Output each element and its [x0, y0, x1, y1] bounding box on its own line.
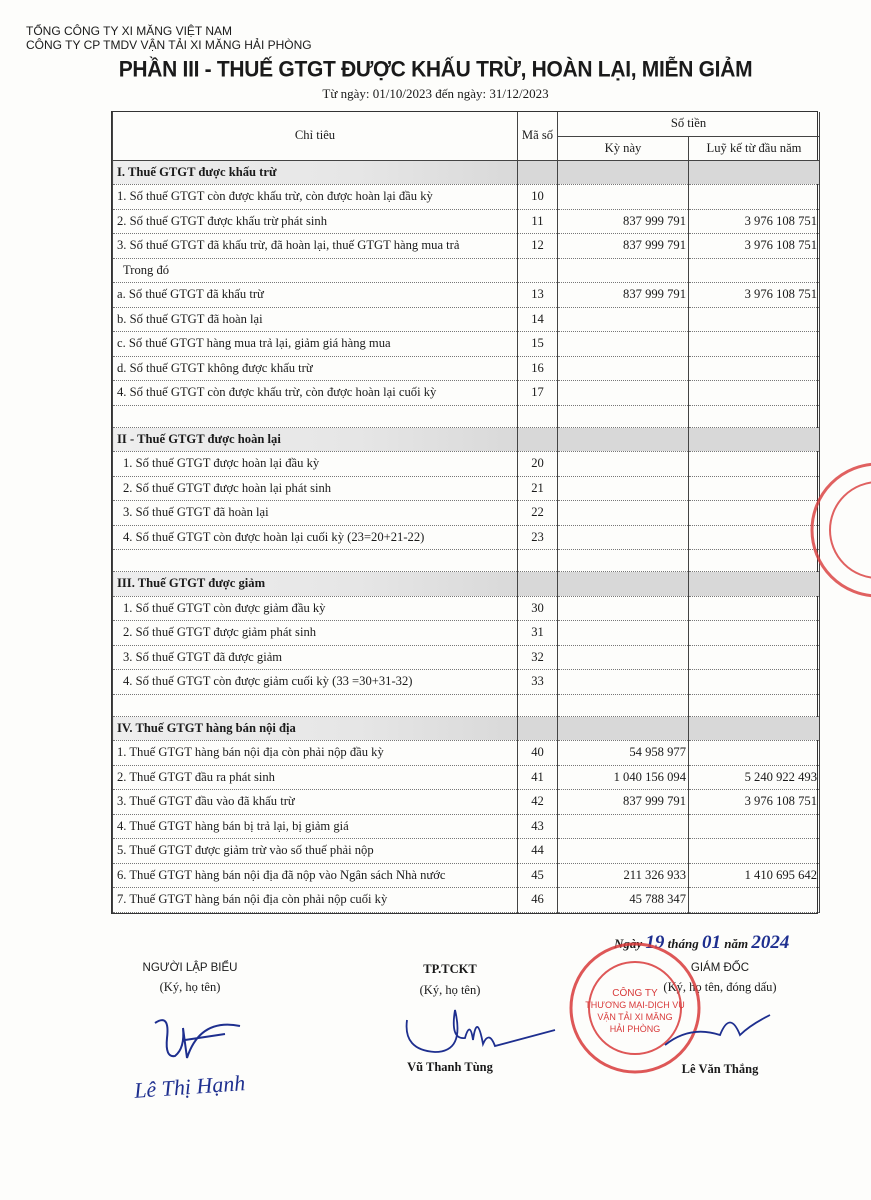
cell-code: 46 — [518, 888, 558, 913]
cell-this-period — [558, 452, 689, 477]
cell-ytd: 3 976 108 751 — [689, 209, 820, 234]
table-row — [113, 888, 820, 913]
svg-text:THƯƠNG MẠI-DỊCH VỤ: THƯƠNG MẠI-DỊCH VỤ — [585, 1000, 685, 1010]
table-row — [113, 863, 820, 888]
cell-code: 15 — [518, 332, 558, 357]
cell-code: 10 — [518, 185, 558, 210]
cell-indicator: 3. Số thuế GTGT đã được giảm — [113, 645, 518, 670]
cell-ytd — [689, 694, 820, 716]
table-row — [113, 670, 820, 695]
table-row — [113, 234, 820, 259]
cell-ytd — [689, 888, 820, 913]
preparer-title: NGƯỜI LẬP BIỂU — [142, 962, 238, 974]
cell-indicator: a. Số thuế GTGT đã khấu trừ — [113, 283, 518, 308]
col-header-this-period: Kỳ này — [558, 136, 689, 160]
table-row — [113, 790, 820, 815]
table-section-row — [113, 427, 820, 452]
cell-code — [518, 694, 558, 716]
table-row — [113, 283, 820, 308]
cell-code: 33 — [518, 670, 558, 695]
cell-code — [518, 572, 558, 597]
cell-this-period — [558, 572, 689, 597]
cell-indicator: 3. Số thuế GTGT đã khấu trừ, đã hoàn lại, thuế GTGT hàng mua trả — [113, 234, 518, 259]
cell-this-period — [558, 525, 689, 550]
cell-indicator: 4. Số thuế GTGT còn được hoàn lại cuối kỳ (23=20+21-22) — [113, 525, 518, 550]
signature-date: Ngày 19 tháng 01 năm 2024 — [614, 932, 790, 953]
cell-ytd — [689, 356, 820, 381]
cell-ytd: 3 976 108 751 — [689, 234, 820, 259]
cell-indicator: 3. Thuế GTGT đầu vào đã khấu trừ — [113, 790, 518, 815]
cell-ytd: 5 240 922 493 — [689, 765, 820, 790]
cell-ytd — [689, 645, 820, 670]
cell-this-period — [558, 160, 689, 185]
table-row — [113, 209, 820, 234]
org-name-parent: TỔNG CÔNG TY XI MĂNG VIỆT NAM — [26, 24, 233, 38]
table-body — [113, 160, 820, 912]
cell-indicator: 1. Số thuế GTGT còn được khấu trừ, còn được hoàn lại đầu kỳ — [113, 185, 518, 210]
table-row — [113, 452, 820, 477]
col-header-amount: Số tiền — [558, 112, 820, 136]
cell-code: 41 — [518, 765, 558, 790]
cell-indicator — [113, 405, 518, 427]
chief-signature-icon — [395, 1000, 565, 1060]
table-row — [113, 645, 820, 670]
cell-code: 40 — [518, 741, 558, 766]
cell-code: 42 — [518, 790, 558, 815]
chief-accountant-block — [380, 962, 520, 998]
table-section-row — [113, 716, 820, 741]
cell-code: 30 — [518, 596, 558, 621]
cell-this-period: 837 999 791 — [558, 209, 689, 234]
preparer-handwritten-name — [130, 1066, 260, 1106]
cell-this-period: 1 040 156 094 — [558, 765, 689, 790]
report-period: Từ ngày: 01/10/2023 đến ngày: 31/12/2023 — [322, 86, 549, 101]
table-row — [113, 258, 820, 283]
cell-ytd — [689, 381, 820, 406]
preparer-signature-icon — [145, 1008, 255, 1068]
cell-code: 31 — [518, 621, 558, 646]
cell-this-period — [558, 381, 689, 406]
cell-indicator: 1. Số thuế GTGT được hoàn lại đầu kỳ — [113, 452, 518, 477]
cell-ytd: 3 976 108 751 — [689, 283, 820, 308]
cell-code — [518, 550, 558, 572]
cell-indicator: 1. Thuế GTGT hàng bán nội địa còn phải nộp đầu kỳ — [113, 741, 518, 766]
cell-ytd — [689, 670, 820, 695]
cell-code: 45 — [518, 863, 558, 888]
cell-code: 32 — [518, 645, 558, 670]
cell-this-period — [558, 716, 689, 741]
col-header-ytd: Luỹ kế từ đầu năm — [689, 136, 820, 160]
cell-code: 12 — [518, 234, 558, 259]
cell-this-period — [558, 839, 689, 864]
cell-this-period — [558, 332, 689, 357]
table-row — [113, 476, 820, 501]
cell-ytd — [689, 525, 820, 550]
cell-this-period — [558, 501, 689, 526]
cell-ytd — [689, 160, 820, 185]
cell-ytd — [689, 716, 820, 741]
cell-ytd — [689, 741, 820, 766]
cell-code — [518, 716, 558, 741]
cell-ytd — [689, 839, 820, 864]
cell-ytd — [689, 405, 820, 427]
table-row — [113, 741, 820, 766]
cell-code: 44 — [518, 839, 558, 864]
cell-code: 22 — [518, 501, 558, 526]
cell-this-period — [558, 550, 689, 572]
cell-indicator: 3. Số thuế GTGT đã hoàn lại — [113, 501, 518, 526]
edge-stamp-icon — [808, 455, 871, 605]
svg-text:Lê Thị Hạnh: Lê Thị Hạnh — [133, 1070, 247, 1103]
cell-indicator: 4. Số thuế GTGT còn được giảm cuối kỳ (33 =30+31-32) — [113, 670, 518, 695]
table-row — [113, 621, 820, 646]
cell-indicator: 1. Số thuế GTGT còn được giảm đầu kỳ — [113, 596, 518, 621]
cell-indicator: 6. Thuế GTGT hàng bán nội địa đã nộp vào Ngân sách Nhà nước — [113, 863, 518, 888]
table-spacer-row — [113, 694, 820, 716]
cell-indicator: 5. Thuế GTGT được giảm trừ vào số thuế phải nộp — [113, 839, 518, 864]
cell-this-period — [558, 476, 689, 501]
cell-this-period: 54 958 977 — [558, 741, 689, 766]
cell-indicator: Trong đó — [113, 258, 518, 283]
cell-indicator: III. Thuế GTGT được giảm — [113, 572, 518, 597]
cell-code: 23 — [518, 525, 558, 550]
cell-this-period — [558, 427, 689, 452]
cell-indicator: I. Thuế GTGT được khấu trừ — [113, 160, 518, 185]
cell-indicator: 2. Số thuế GTGT được giảm phát sinh — [113, 621, 518, 646]
cell-this-period — [558, 694, 689, 716]
chief-title: TP.TCKT — [423, 962, 477, 976]
director-title: GIÁM ĐỐC — [690, 962, 750, 974]
date-year: 2024 — [751, 932, 790, 953]
preparer-block — [120, 962, 260, 995]
cell-ytd — [689, 596, 820, 621]
table-row — [113, 765, 820, 790]
cell-indicator: c. Số thuế GTGT hàng mua trả lại, giảm giá hàng mua — [113, 332, 518, 357]
cell-indicator: 2. Thuế GTGT đầu ra phát sinh — [113, 765, 518, 790]
preparer-subtitle: (Ký, họ tên) — [159, 980, 221, 994]
cell-code: 17 — [518, 381, 558, 406]
cell-indicator: 2. Số thuế GTGT được hoàn lại phát sinh — [113, 476, 518, 501]
director-name: Lê Văn Thắng — [681, 1062, 759, 1076]
cell-code: 43 — [518, 814, 558, 839]
cell-this-period: 837 999 791 — [558, 283, 689, 308]
cell-this-period: 45 788 347 — [558, 888, 689, 913]
cell-code: 16 — [518, 356, 558, 381]
director-subtitle: (Ký, họ tên, đóng dấu) — [663, 980, 777, 994]
cell-this-period: 211 326 933 — [558, 863, 689, 888]
cell-indicator: 4. Thuế GTGT hàng bán bị trả lại, bị giảm giá — [113, 814, 518, 839]
table-section-row — [113, 160, 820, 185]
cell-code — [518, 405, 558, 427]
table-row — [113, 839, 820, 864]
cell-this-period: 837 999 791 — [558, 234, 689, 259]
cell-ytd — [689, 476, 820, 501]
table-row — [113, 501, 820, 526]
cell-code — [518, 427, 558, 452]
cell-indicator — [113, 550, 518, 572]
cell-this-period — [558, 621, 689, 646]
table-row — [113, 356, 820, 381]
table-row — [113, 525, 820, 550]
cell-indicator: 2. Số thuế GTGT được khấu trừ phát sinh — [113, 209, 518, 234]
cell-indicator: d. Số thuế GTGT không được khấu trừ — [113, 356, 518, 381]
cell-ytd — [689, 427, 820, 452]
table-row — [113, 596, 820, 621]
table-row — [113, 307, 820, 332]
cell-ytd — [689, 258, 820, 283]
cell-this-period: 837 999 791 — [558, 790, 689, 815]
cell-ytd — [689, 332, 820, 357]
date-day: 19 — [645, 932, 665, 953]
svg-text:CÔNG TY: CÔNG TY — [612, 988, 658, 999]
cell-ytd — [689, 621, 820, 646]
page-title: PHẦN III - THUẾ GTGT ĐƯỢC KHẤU TRỪ, HOÀN LẠI, MIỄN GIẢM — [118, 57, 753, 82]
director-signature-icon — [660, 1005, 780, 1055]
cell-this-period — [558, 645, 689, 670]
table-row — [113, 381, 820, 406]
cell-this-period — [558, 356, 689, 381]
cell-indicator: 7. Thuế GTGT hàng bán nội địa còn phải nộp cuối kỳ — [113, 888, 518, 913]
cell-ytd — [689, 452, 820, 477]
cell-ytd: 3 976 108 751 — [689, 790, 820, 815]
col-header-indicator: Chỉ tiêu — [113, 112, 518, 160]
cell-ytd — [689, 185, 820, 210]
table-spacer-row — [113, 405, 820, 427]
cell-indicator: b. Số thuế GTGT đã hoàn lại — [113, 307, 518, 332]
cell-this-period — [558, 814, 689, 839]
svg-text:HẢI PHÒNG: HẢI PHÒNG — [609, 1024, 661, 1034]
cell-ytd: 1 410 695 642 — [689, 863, 820, 888]
cell-indicator: IV. Thuế GTGT hàng bán nội địa — [113, 716, 518, 741]
cell-ytd — [689, 501, 820, 526]
cell-this-period — [558, 596, 689, 621]
cell-this-period — [558, 258, 689, 283]
date-month: 01 — [702, 932, 721, 953]
cell-code: 21 — [518, 476, 558, 501]
cell-code: 13 — [518, 283, 558, 308]
cell-code: 14 — [518, 307, 558, 332]
table-row — [113, 185, 820, 210]
tax-table — [111, 111, 818, 914]
chief-name: Vũ Thanh Tùng — [407, 1060, 493, 1074]
cell-code: 11 — [518, 209, 558, 234]
cell-indicator: II - Thuế GTGT được hoàn lại — [113, 427, 518, 452]
chief-subtitle: (Ký, họ tên) — [419, 983, 481, 997]
cell-this-period — [558, 405, 689, 427]
cell-this-period — [558, 670, 689, 695]
cell-code: 20 — [518, 452, 558, 477]
cell-code — [518, 258, 558, 283]
cell-ytd — [689, 550, 820, 572]
col-header-code: Mã số — [518, 112, 558, 160]
cell-ytd — [689, 814, 820, 839]
cell-ytd — [689, 307, 820, 332]
cell-code — [518, 160, 558, 185]
svg-text:VẬN TẢI XI MĂNG: VẬN TẢI XI MĂNG — [597, 1012, 673, 1022]
cell-indicator — [113, 694, 518, 716]
table-spacer-row — [113, 550, 820, 572]
table-row — [113, 332, 820, 357]
cell-indicator: 4. Số thuế GTGT còn được khấu trừ, còn được hoàn lại cuối kỳ — [113, 381, 518, 406]
table-row — [113, 814, 820, 839]
org-name-company: CÔNG TY CP TMDV VẬN TẢI XI MĂNG HẢI PHÒNG — [26, 38, 312, 52]
cell-ytd — [689, 572, 820, 597]
cell-this-period — [558, 307, 689, 332]
cell-this-period — [558, 185, 689, 210]
table-section-row — [113, 572, 820, 597]
